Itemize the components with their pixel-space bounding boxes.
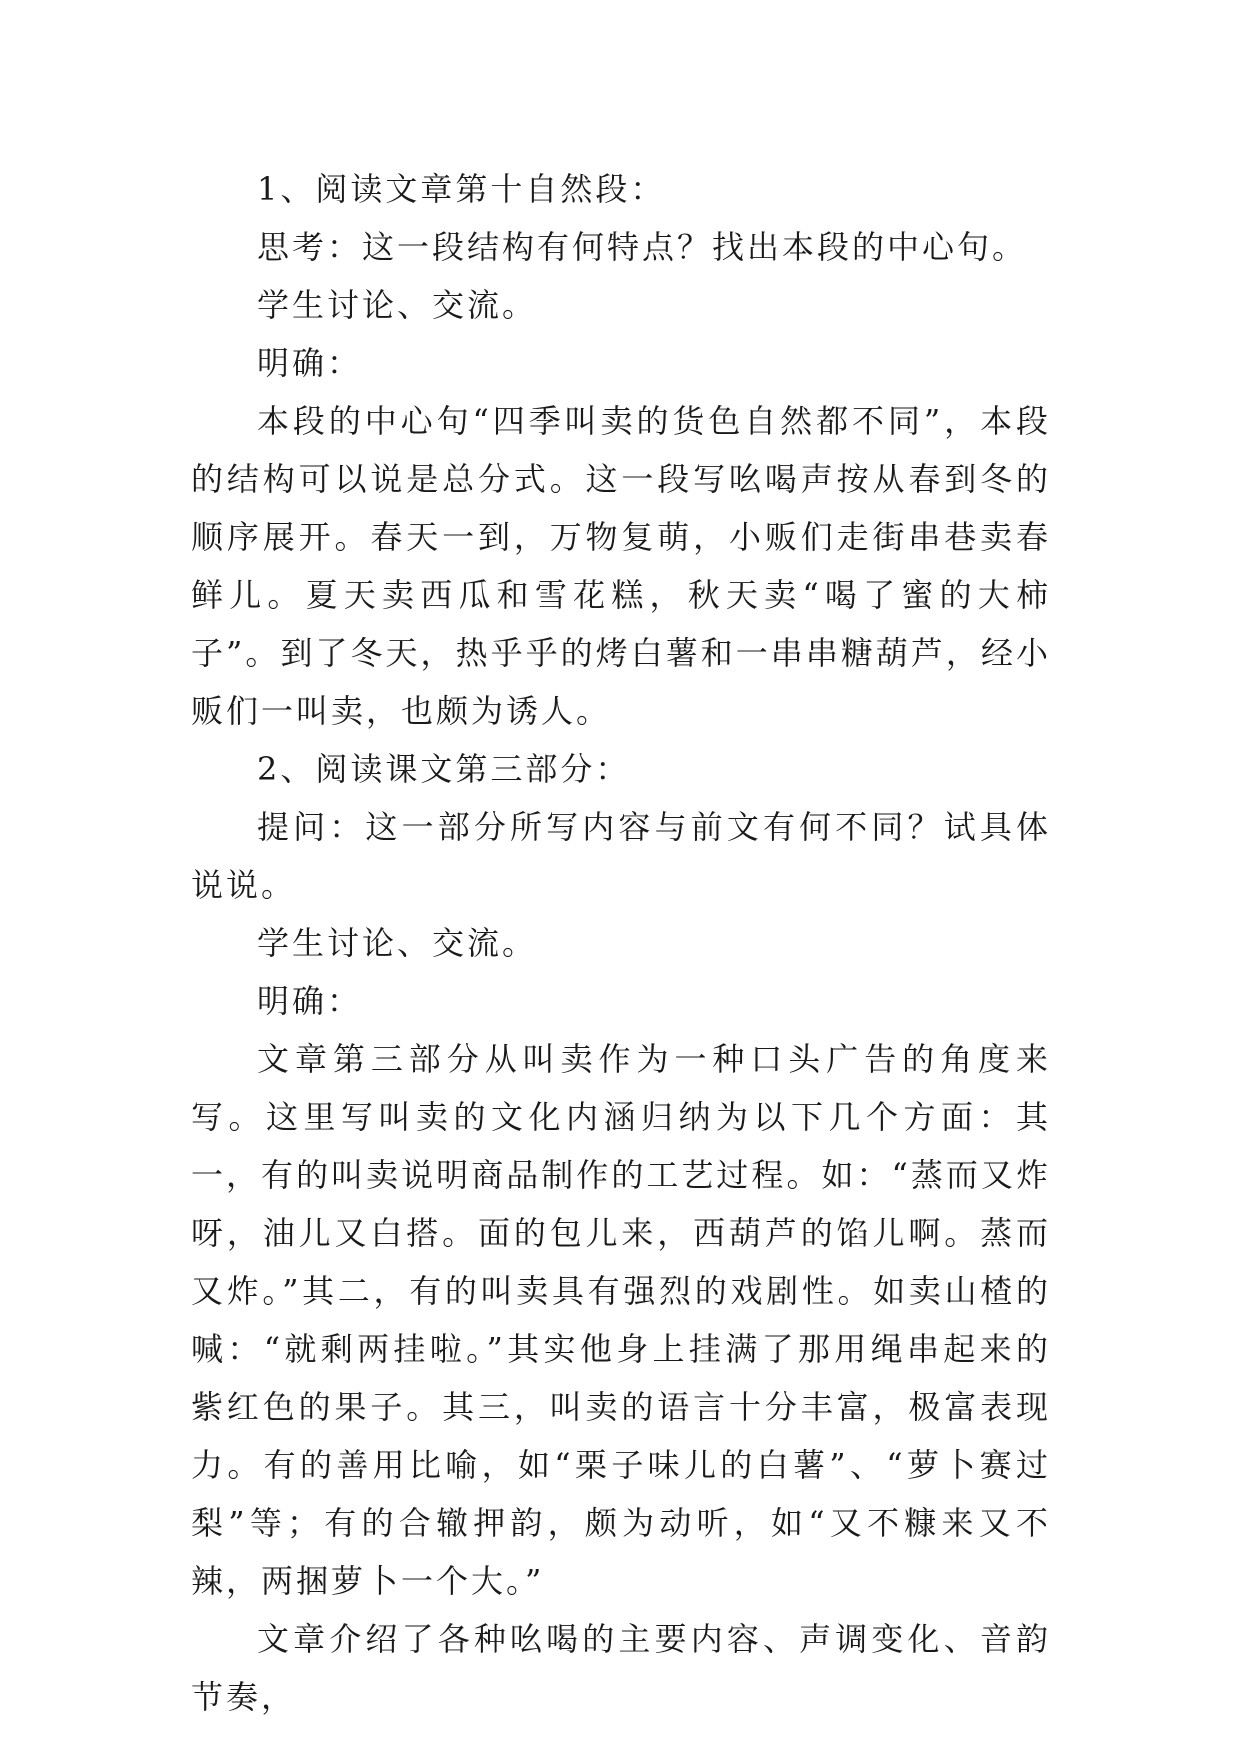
paragraph-4: 明确： bbox=[257, 344, 363, 382]
paragraph-7: 提问：这一部分所写内容与前文有何不同？试具体说说。 bbox=[191, 808, 1051, 904]
paragraph-6: 2、阅读课文第三部分： bbox=[257, 750, 631, 788]
paragraph-10: 文章第三部分从叫卖作为一种口头广告的角度来写。这里写叫卖的文化内涵归纳为以下几个方面：其一，有的叫卖说明商品制作的工艺过程。如：“蒸而又炸呀，油儿又白搭。面的包儿来，西葫芦的馅儿啊。蒸而又炸。”其二，有的叫卖具有强烈的戏剧性。如卖山楂的喊：“就剩两挂啦。”其实他身上挂满了那用绳串起来的紫红色的果子。其三，叫卖的语言十分丰富，极富表现力。有的善用比喻，如“栗子味儿的白薯”、“萝卜赛过梨”等；有的合辙押韵，颇为动听，如“又不糠来又不辣，两捆萝卜一个大。” bbox=[191, 1040, 1051, 1600]
paragraph-1: 1、阅读文章第十自然段： bbox=[257, 170, 666, 208]
paragraph-8: 学生讨论、交流。 bbox=[257, 924, 538, 962]
paragraph-2: 思考：这一段结构有何特点？找出本段的中心句。 bbox=[257, 228, 1028, 266]
paragraph-9: 明确： bbox=[257, 982, 363, 1020]
paragraph-5: 本段的中心句“四季叫卖的货色自然都不同”，本段的结构可以说是总分式。这一段写吆喝声按从春到冬的顺序展开。春天一到，万物复萌，小贩们走街串巷卖春鲜儿。夏天卖西瓜和雪花糕，秋天卖“喝了蜜的大柿子”。到了冬天，热乎乎的烤白薯和一串串糖葫芦，经小贩们一叫卖，也颇为诱人。 bbox=[191, 402, 1051, 730]
paragraph-3: 学生讨论、交流。 bbox=[257, 286, 538, 324]
document-body bbox=[191, 160, 1051, 1726]
paragraph-11: 文章介绍了各种吆喝的主要内容、声调变化、音韵节奏， bbox=[191, 1620, 1051, 1716]
